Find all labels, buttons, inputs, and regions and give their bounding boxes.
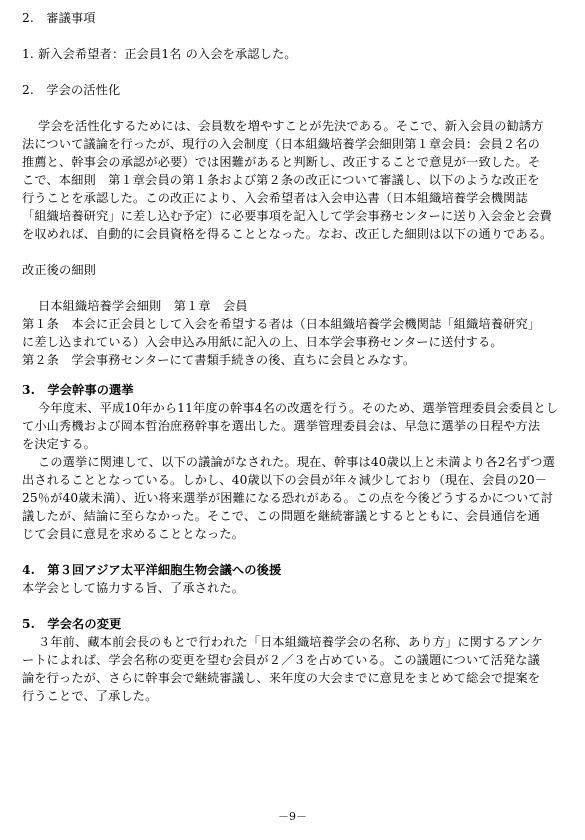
election-para-line: じて会員に意見を求めることとなった。: [22, 527, 245, 541]
activation-para-line: 行うことを承認した。この改正により、入会希望者は入会申込書（日本組織培養学会機関誌: [22, 191, 528, 205]
rule-1-line: 第１条 本会に正会員として入会を希望する者は（日本組織培養学会機関誌「組織培養研究」: [22, 317, 541, 331]
name-change-para-line: ートによれば、学会名称の変更を望む会員が２／３を占めている。この議題について活発な議: [22, 653, 540, 667]
activation-para-line: 「組織培養研究」に差し込む予定）に必要事項を記入して学会事務センターに送り入会金と会費: [22, 209, 553, 223]
section-5-title: 5. 学会名の変更: [22, 617, 122, 631]
rule-2-line: 第２条 学会事務センターにて書類手続きの後、直ちに会員とみなす。: [22, 353, 416, 367]
election-para-line: この選挙に関連して、以下の議論がなされた。現在、幹事は40歳以上と未満より各2名ずつ選: [38, 455, 555, 469]
section-activation-title: 2. 学会の活性化: [22, 83, 121, 97]
election-para-line: 25％が40歳未満）、近い将来選挙が困難になる恐れがある。この点を今後どうするかについて討: [22, 491, 554, 505]
name-change-para-line: ３年前、藏本前会長のもとで行われた「日本組織培養学会の名称、あり方」に関するアンケ: [38, 635, 544, 649]
activation-para-line: こで、本細則 第１章会員の第１条および第２条の改正について審議し、以下のような改正を: [22, 173, 540, 187]
activation-para-line: 法について議論を行ったが、現行の入会制度（日本組織培養学会細則第１章会員：会員２名の: [22, 137, 540, 151]
section-4-text: 本学会として協力する旨、了承された。: [22, 581, 245, 595]
activation-para-line: 推薦と、幹事会の承認が必要）では困難があると判断し、改正することで意見が一致した。そ: [22, 155, 541, 169]
section-2-title: 2. 審議事項: [22, 11, 96, 25]
election-para-line: 出されることとなっている。しかし、40歳以下の会員が年々減少しており（現在、会員の20－: [22, 473, 548, 487]
election-para-line: 今年度末、平成10年から11年度の幹事4名の改選を行う。そのため、選挙管理委員会委員とし: [38, 401, 559, 415]
election-para-line: を決定する。: [22, 437, 97, 451]
activation-para-line: を収めれば、自動的に会員資格を得ることとなった。なお、改正した細則は以下の通りである。: [22, 227, 553, 241]
rule-1-line: に差し込まれている）入会申込み用紙に記入の上、日本学会事務センターに送付する。: [22, 335, 503, 349]
name-change-para-line: 行うことで、了承した。: [22, 689, 158, 703]
rules-title: 日本組織培養学会細則 第１章 会員: [38, 299, 248, 313]
section-4-title: 4. 第３回アジア太平洋細胞生物会議への後援: [22, 563, 282, 577]
election-para-line: て小山秀機および岡本哲治庶務幹事を選出した。選挙管理委員会は、早急に選挙の日程や方法: [22, 419, 541, 433]
activation-para-line: 学会を活性化するためには、会員数を増やすことが先決である。そこで、新入会員の勧誘方: [38, 119, 544, 133]
name-change-para-line: 論を行ったが、さらに幹事会で継続審議し、来年度の大会までに意見をまとめて総会で提案を: [22, 671, 541, 685]
revised-rules-heading: 改正後の細則: [22, 263, 97, 277]
section-3-title: 3. 学会幹事の選挙: [22, 383, 134, 397]
new-member-approval: 1. 新入会希望者：正会員1名 の入会を承認した。: [22, 47, 297, 61]
page-number: －9－: [278, 810, 307, 823]
election-para-line: 議したが、結論に至らなかった。そこで、この問題を継続審議とするとともに、会員通信を通: [22, 509, 540, 523]
